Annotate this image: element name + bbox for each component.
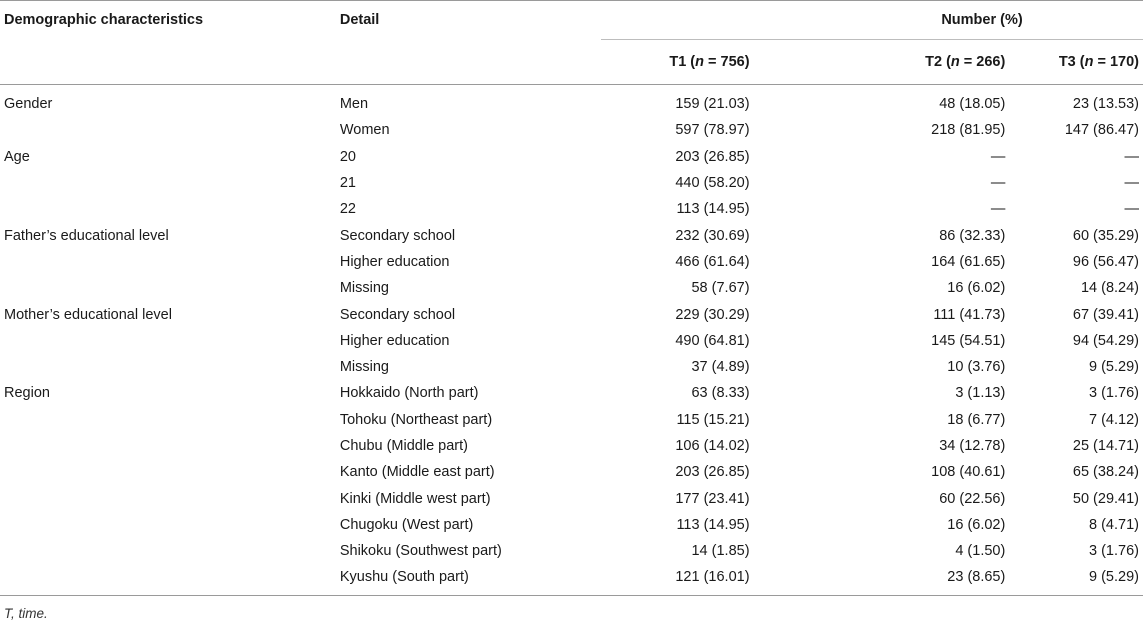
cell-detail: Women [339,122,390,139]
cell-t3: 9 (5.29) [1005,564,1143,595]
cell-category [0,485,340,511]
cell-detail: Kyushu (South part) [340,564,601,595]
table-row [0,170,1143,196]
table-row [0,249,1143,275]
table-row [0,301,1143,327]
cell-t2: — [990,175,1006,192]
col-header-t3: T3 (n = 170) [1005,40,1143,85]
cell-detail: Higher education [339,253,450,270]
cell-t3: 3 (1.76) [1089,385,1139,402]
cell-t2: 34 (12.78) [939,438,1006,454]
cell-category: Region [4,385,50,402]
cell-t2: 60 (22.56) [939,490,1006,507]
cell-t2: 86 (32.33) [939,227,1006,244]
cell-t3: 3 (1.76) [1089,543,1139,560]
cell-t1: 113 (14.95) [676,516,750,533]
table-row [0,354,1143,380]
cell-t1: 121 (16.01) [601,564,750,595]
table-row [0,407,1143,433]
cell-category: Father’s educational level [4,227,169,244]
cell-t1: 37 (4.89) [691,359,750,376]
cell-detail: Missing [339,280,389,297]
cell-category [0,249,340,275]
header-row-1 [0,1,1143,40]
cell-t1: 113 (14.95) [676,201,750,218]
cell-category [0,196,340,222]
cell-detail: Chugoku (West part) [339,516,474,533]
cell-t1: 232 (30.69) [675,227,750,244]
table-row [0,328,1143,354]
cell-detail: Kinki (Middle west part) [339,490,491,507]
cell-t3: 7 (4.12) [1089,411,1139,428]
cell-t1: 597 (78.97) [675,122,750,139]
cell-category [0,170,340,196]
cell-t2: 16 (6.02) [947,280,1006,297]
table-row [0,117,1143,143]
cell-t3: 60 (35.29) [1072,227,1139,244]
cell-detail: Hokkaido (North part) [339,385,479,402]
table-footnote: T, time. [4,606,48,621]
cell-t3: 147 (86.47) [1064,122,1139,139]
cell-category: Gender [4,96,53,113]
cell-category [0,407,340,433]
cell-t1: 14 (1.85) [691,543,750,560]
cell-detail: Missing [339,359,389,376]
cell-t1: 159 (21.03) [675,96,750,113]
cell-t1: 466 (61.64) [675,253,750,270]
cell-t2: 218 (81.95) [931,122,1006,139]
table-row [0,380,1143,406]
cell-detail: Kanto (Middle east part) [339,464,495,481]
table-row [0,196,1143,222]
table-row [0,485,1143,511]
cell-t3: 9 (5.29) [1089,359,1139,376]
cell-t3: 25 (14.71) [1072,438,1139,454]
cell-category [0,564,340,595]
cell-t2: 111 (41.73) [933,306,1006,323]
table-row [0,512,1143,538]
cell-t3: — [1124,201,1139,218]
table-row [0,222,1143,248]
table-row [0,538,1143,564]
cell-t3: 96 (56.47) [1072,253,1139,270]
col-header-t2: T2 (n = 266) [750,40,1006,85]
cell-t3: — [1124,175,1139,192]
cell-t3: 65 (38.24) [1072,464,1139,481]
cell-t3: 8 (4.71) [1089,516,1139,533]
cell-t3: 67 (39.41) [1072,306,1139,323]
cell-t1: 229 (30.29) [675,306,750,323]
cell-detail: Shikoku (Southwest part) [339,543,502,560]
col-header-characteristics: Demographic characteristics [0,1,340,40]
cell-t3: — [1124,148,1139,165]
cell-category [0,328,340,354]
col-header-detail: Detail [340,1,601,40]
cell-category: Age [4,148,30,165]
cell-detail: Secondary school [339,306,456,323]
cell-detail: Tohoku (Northeast part) [339,411,493,428]
col-header-number-group: Number (%) [601,1,1143,40]
table-row [0,564,1143,595]
cell-category [0,459,340,485]
cell-t2: 16 (6.02) [947,516,1006,533]
cell-detail: 20 [339,148,356,165]
cell-t2: — [990,201,1006,218]
cell-detail: Men [339,96,369,113]
cell-t1: 115 (15.21) [676,411,750,428]
cell-t1: 203 (26.85) [675,464,750,481]
cell-category [0,433,340,459]
cell-category [0,512,340,538]
cell-t1: 490 (64.81) [675,332,750,349]
cell-t2: 10 (3.76) [947,359,1006,376]
cell-t3: 23 (13.53) [1072,96,1139,113]
cell-t2: 145 (54.51) [931,332,1006,349]
table-row [0,144,1143,170]
cell-t1: 440 (58.20) [675,175,750,192]
cell-t3: 94 (54.29) [1072,332,1139,349]
cell-t2: 3 (1.13) [955,385,1006,402]
cell-detail: Secondary school [339,227,456,244]
table-row [0,275,1143,301]
header-row-2 [0,40,1143,85]
cell-t1: 106 (14.02) [675,438,750,454]
cell-t2: 18 (6.77) [947,411,1006,428]
cell-category [0,538,340,564]
cell-t2: 48 (18.05) [939,96,1006,113]
cell-t2: 164 (61.65) [931,253,1006,270]
col-header-t1: T1 (n = 756) [601,40,750,85]
cell-detail: Higher education [339,332,450,349]
cell-detail: 22 [339,201,356,218]
header-spacer [340,40,601,85]
table-row [0,85,1143,118]
cell-t2: 4 (1.50) [955,543,1006,560]
cell-t3: 14 (8.24) [1080,280,1139,297]
table-row [0,433,1143,459]
cell-detail: Chubu (Middle part) [339,438,468,454]
header-spacer [0,40,340,85]
cell-t3: 50 (29.41) [1072,490,1139,507]
cell-t1: 58 (7.67) [691,280,750,297]
cell-category [0,275,340,301]
cell-t1: 63 (8.33) [691,385,750,402]
cell-category [0,117,340,143]
cell-t1: 177 (23.41) [675,490,750,507]
cell-detail: 21 [339,175,356,192]
cell-category [0,354,340,380]
cell-t2: 23 (8.65) [750,564,1006,595]
table-body [0,85,1143,596]
cell-category: Mother’s educational level [4,306,172,323]
table-row [0,459,1143,485]
cell-t1: 203 (26.85) [675,148,750,165]
cell-t2: — [990,148,1006,165]
cell-t2: 108 (40.61) [931,464,1006,481]
